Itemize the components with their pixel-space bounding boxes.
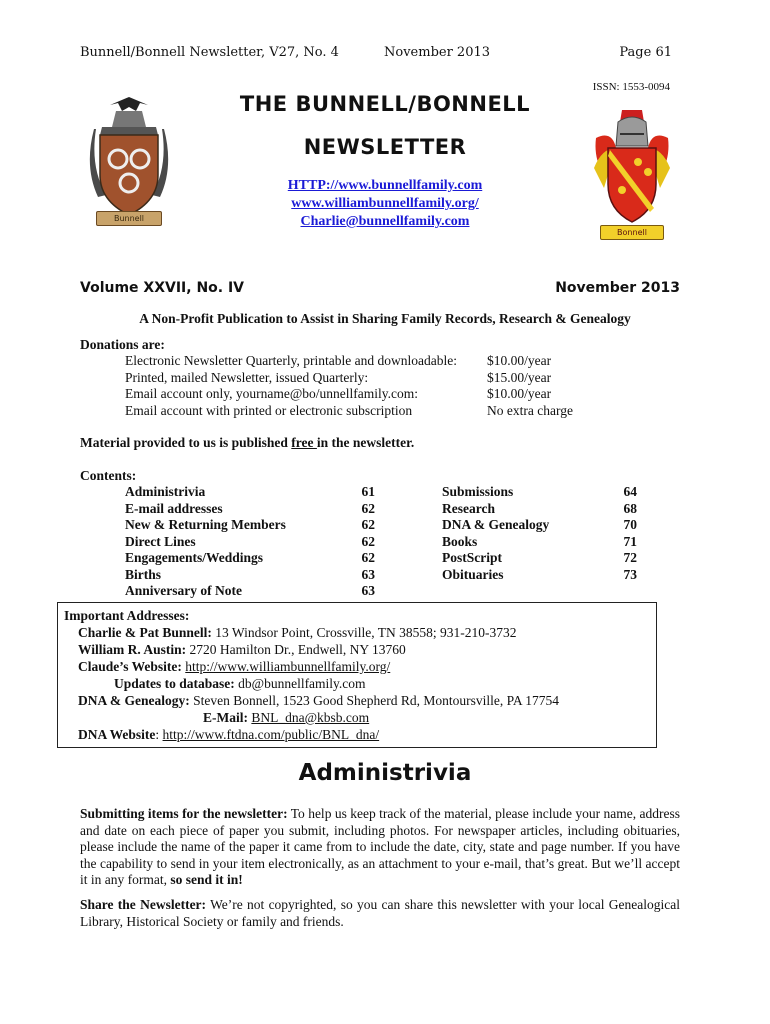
- donation-price: $15.00/year: [487, 369, 552, 385]
- addresses-heading: Important Addresses:: [64, 608, 190, 623]
- contents-item: [442, 517, 637, 534]
- paragraph-lead: Share the Newsletter:: [80, 897, 207, 912]
- address-value: 13 Windsor Point, Crossville, TN 38558; 931-210-3732: [211, 625, 517, 640]
- contents-item-title: E-mail addresses: [125, 500, 223, 516]
- contents-item-page: 63: [361, 566, 375, 582]
- contents-right-column: [442, 484, 637, 583]
- william-site-link[interactable]: www.williambunnellfamily.org/: [291, 196, 479, 211]
- contents-item: [125, 501, 375, 518]
- volume-date: November 2013: [555, 280, 680, 296]
- contents-item-title: Submissions: [442, 484, 514, 499]
- contents-item: [125, 583, 375, 600]
- address-label: Updates to database:: [114, 676, 235, 691]
- dna-email-link[interactable]: BNL_dna@kbsb.com: [251, 710, 370, 725]
- contents-left-column: [125, 484, 375, 600]
- donation-label: Printed, mailed Newsletter, issued Quarterly:: [125, 369, 369, 385]
- contents-item: [125, 550, 375, 567]
- address-label: DNA Website: [78, 727, 156, 742]
- address-label: E-Mail:: [203, 710, 248, 725]
- contents-item-page: 73: [623, 566, 637, 582]
- contents-item-page: 62: [361, 533, 375, 549]
- address-william: [64, 641, 656, 658]
- material-note: [80, 435, 414, 452]
- paragraph-emphasis: so send it in!: [170, 872, 243, 887]
- paragraph-lead: Submitting items for the newsletter:: [80, 806, 288, 821]
- contents-item: [125, 517, 375, 534]
- donation-price: $10.00/year: [487, 386, 552, 401]
- address-dna: [64, 692, 656, 709]
- contents-item: [442, 567, 637, 584]
- paragraph-body: To help us keep track of the material, please include your name, address and date on each piece of paper you submit, including photos. For newspaper articles, including obituaries, please include the name of the paper it came from to include the date, city, state and page number. If you have the capability to send in your item electronically, as an attachment to your e-mail, that’s great. But we’ll accept it in any format,: [80, 806, 680, 887]
- contents-item-page: 72: [623, 550, 637, 565]
- contact-email-link[interactable]: Charlie@bunnellfamily.com: [300, 214, 470, 229]
- donation-label: Electronic Newsletter Quarterly, printable and downloadable:: [125, 353, 457, 368]
- contents-item-title: Direct Lines: [125, 533, 196, 549]
- donation-price: No extra charge: [487, 402, 573, 418]
- volume-number: Volume XXVII, No. IV: [80, 280, 245, 296]
- address-label: William R. Austin:: [78, 642, 187, 657]
- address-charlie: [64, 624, 656, 641]
- running-header-page: Page 61: [619, 45, 672, 60]
- contents-item-title: Administrivia: [125, 484, 206, 499]
- address-label: Charlie & Pat Bunnell:: [78, 625, 212, 640]
- donations-labels: [125, 353, 457, 419]
- contents-item-title: DNA & Genealogy: [442, 517, 550, 532]
- contents-item-title: Research: [442, 500, 495, 516]
- address-label: DNA & Genealogy:: [78, 693, 190, 708]
- bonnell-crest-banner: Bonnell: [600, 225, 664, 240]
- material-note-after: in the newsletter.: [316, 435, 415, 450]
- contents-item: [125, 567, 375, 584]
- running-header-date: November 2013: [384, 45, 491, 60]
- contents-item-page: 62: [361, 500, 375, 516]
- bonnell-crest-icon: [592, 108, 672, 236]
- contents-item-page: 61: [361, 484, 375, 499]
- tagline: A Non-Profit Publication to Assist in Sharing Family Records, Research & Genealogy: [139, 311, 631, 326]
- address-colon: :: [155, 727, 163, 742]
- bunnell-crest-banner: Bunnell: [96, 211, 162, 226]
- address-value: 2720 Hamilton Dr., Endwell, NY 13760: [186, 642, 406, 657]
- contents-item: [442, 501, 637, 518]
- contents-item: [442, 550, 637, 567]
- contents-item-page: 63: [361, 583, 375, 598]
- contents-item: [125, 534, 375, 551]
- important-addresses-box: [57, 602, 657, 748]
- contents-heading: Contents:: [80, 468, 137, 483]
- contents-item-page: 62: [361, 517, 375, 532]
- contents-item-page: 64: [623, 484, 637, 499]
- contents-item-page: 62: [361, 550, 375, 565]
- submitting-items-paragraph: [80, 806, 680, 889]
- donation-price: $10.00/year: [487, 353, 552, 368]
- address-claude: [64, 658, 656, 675]
- dna-website-link[interactable]: http://www.ftdna.com/public/BNL_dna/: [162, 727, 380, 742]
- contents-item-title: Obituaries: [442, 566, 504, 582]
- address-dna-website: [64, 726, 656, 743]
- address-updates: [64, 675, 656, 692]
- address-value: Steven Bonnell, 1523 Good Shepherd Rd, Montoursville, PA 17754: [189, 693, 560, 708]
- contents-item: [125, 484, 375, 501]
- paragraph-body: We’re not copyrighted, so you can share this newsletter with your local Genealogical Library, Historical Society or family and friends.: [80, 897, 680, 929]
- contents-item-title: PostScript: [442, 550, 502, 565]
- contents-item: [442, 484, 637, 501]
- contents-item-page: 68: [623, 500, 637, 516]
- address-label: Claude’s Website:: [78, 659, 182, 674]
- contents-item-page: 70: [623, 517, 637, 532]
- share-newsletter-paragraph: [80, 897, 680, 930]
- donations-heading: Donations are:: [80, 337, 165, 352]
- claude-website-link[interactable]: http://www.williambunnellfamily.org/: [185, 659, 391, 674]
- contents-item-title: Births: [125, 566, 162, 582]
- contents-item-title: Engagements/Weddings: [125, 550, 264, 565]
- contents-item-page: 71: [623, 533, 637, 549]
- address-dna-email: [64, 709, 656, 726]
- donation-label: Email account with printed or electronic subscription: [125, 402, 413, 418]
- address-value: db@bunnellfamily.com: [234, 676, 366, 691]
- running-header-left: Bunnell/Bonnell Newsletter, V27, No. 4: [80, 45, 339, 60]
- contents-item-title: Books: [442, 533, 478, 549]
- newsletter-title-line1: THE BUNNELL/BONNELL: [239, 92, 531, 116]
- website-link[interactable]: HTTP://www.bunnellfamily.com: [287, 178, 483, 193]
- contents-item: [442, 534, 637, 551]
- contents-item-title: New & Returning Members: [125, 517, 286, 532]
- donation-label: Email account only, yourname@bo/unnellfamily.com:: [125, 386, 418, 401]
- material-note-before: Material provided to us is published: [80, 435, 292, 450]
- contents-item-title: Anniversary of Note: [125, 583, 242, 598]
- material-note-free: free: [291, 435, 317, 450]
- newsletter-title-line2: NEWSLETTER: [303, 135, 467, 159]
- issn: ISSN: 1553-0094: [592, 81, 670, 93]
- administrivia-heading: Administrivia: [298, 760, 472, 786]
- donations-prices: [487, 353, 573, 419]
